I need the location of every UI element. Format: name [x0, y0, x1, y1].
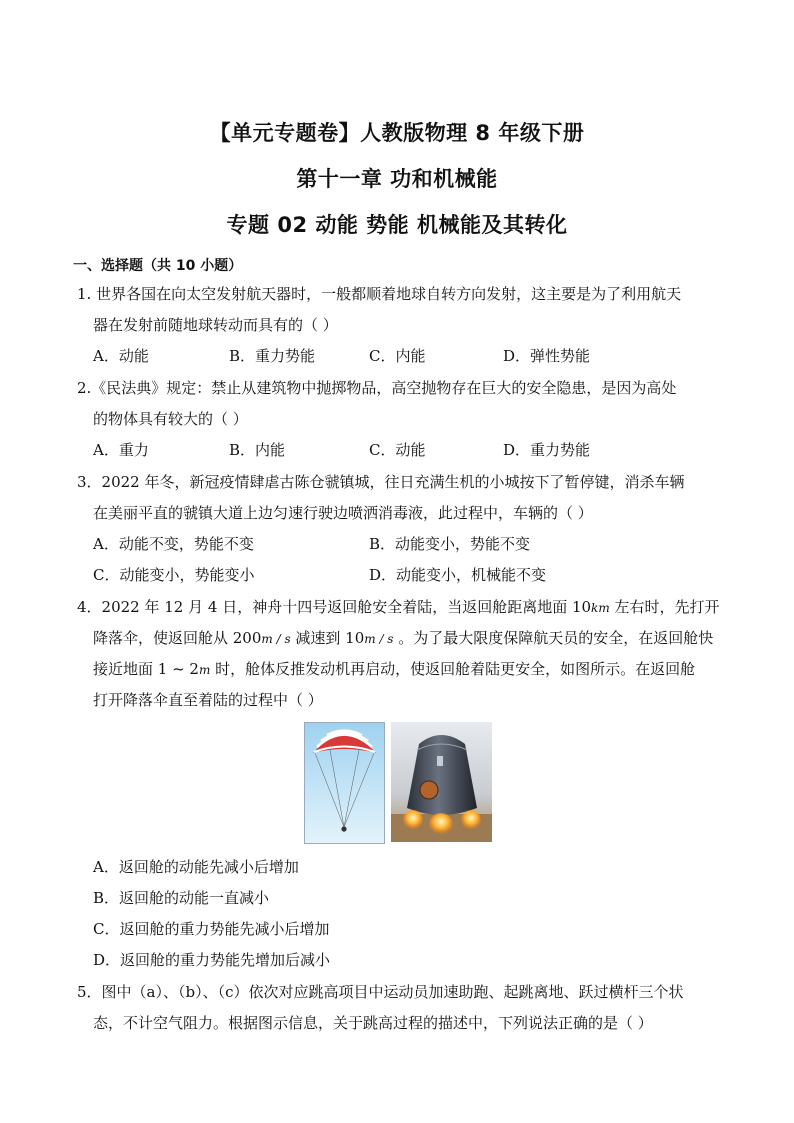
capsule-figure [391, 722, 492, 842]
option-b[interactable]: B．动能变小，势能不变 [369, 535, 531, 553]
option-c[interactable]: C．返回舱的重力势能先减小后增加 [93, 920, 330, 938]
question-5-line-2: 态，不计空气阻力。根据图示信息，关于跳高过程的描述中，下列说法正确的是（ ） [93, 1014, 653, 1032]
question-2-line-2: 的物体具有较大的（ ） [93, 410, 248, 428]
question-1-line-2: 器在发射前随地球转动而具有的（ ） [93, 316, 338, 334]
option-b[interactable]: B．重力势能 [229, 347, 316, 365]
question-4-line-2: 降落伞，使返回舱从 200m / s 减速到 10m / s 。为了最大限度保障航天员的安全，在返回舱快 [93, 629, 714, 647]
option-d[interactable]: D．弹性势能 [503, 347, 591, 365]
parachute-illustration [305, 723, 384, 843]
option-a[interactable]: A．动能 [93, 347, 149, 365]
question-3-line-1: 3．2022 年冬，新冠疫情肆虐古陈仓虢镇城，往日充满生机的小城按下了暂停键，消杀车辆 [77, 473, 685, 491]
question-4-line-3: 接近地面 1 ~ 2m 时，舱体反推发动机再启动，使返回舱着陆更安全，如图所示。在返回舱 [93, 660, 696, 678]
topic-title: 专题 02 动能 势能 机械能及其转化 [226, 213, 568, 237]
question-5-line-1: 5．图中（a）、（b）、（c）依次对应跳高项目中运动员加速助跑、起跳离地、跃过横杆三个状 [77, 983, 684, 1001]
option-d[interactable]: D．动能变小，机械能不变 [369, 566, 547, 584]
option-c[interactable]: C．内能 [369, 347, 426, 365]
option-c[interactable]: C．动能变小，势能变小 [93, 566, 255, 584]
capsule-illustration [391, 722, 492, 842]
document-title: 【单元专题卷】人教版物理 8 年级下册 [209, 121, 585, 145]
option-a[interactable]: A．动能不变，势能不变 [93, 535, 254, 553]
option-a[interactable]: A．返回舱的动能先减小后增加 [93, 858, 299, 876]
option-a[interactable]: A．重力 [93, 441, 149, 459]
parachute-figure [304, 722, 385, 844]
question-1-line-1: 1. 世界各国在向太空发射航天器时，一般都顺着地球自转方向发射，这主要是为了利用航天 [77, 285, 682, 303]
option-d[interactable]: D．重力势能 [503, 441, 591, 459]
option-b[interactable]: B．内能 [229, 441, 286, 459]
question-2-line-1: 2.《民法典》规定：禁止从建筑物中抛掷物品，高空抛物存在巨大的安全隐患，是因为高处 [77, 379, 677, 397]
option-d[interactable]: D．返回舱的重力势能先增加后减小 [93, 951, 331, 969]
question-4-line-4: 打开降落伞直至着陆的过程中（ ） [93, 691, 323, 709]
question-4-line-1: 4．2022 年 12 月 4 日，神舟十四号返回舱安全着陆，当返回舱距离地面 10km 左右时，先打开 [77, 598, 720, 616]
section-heading: 一、选择题（共 10 小题） [73, 258, 243, 274]
chapter-title: 第十一章 功和机械能 [296, 167, 498, 191]
option-b[interactable]: B．返回舱的动能一直减小 [93, 889, 270, 907]
option-c[interactable]: C．动能 [369, 441, 426, 459]
question-3-line-2: 在美丽平直的虢镇大道上边匀速行驶边喷洒消毒液，此过程中，车辆的（ ） [93, 504, 593, 522]
